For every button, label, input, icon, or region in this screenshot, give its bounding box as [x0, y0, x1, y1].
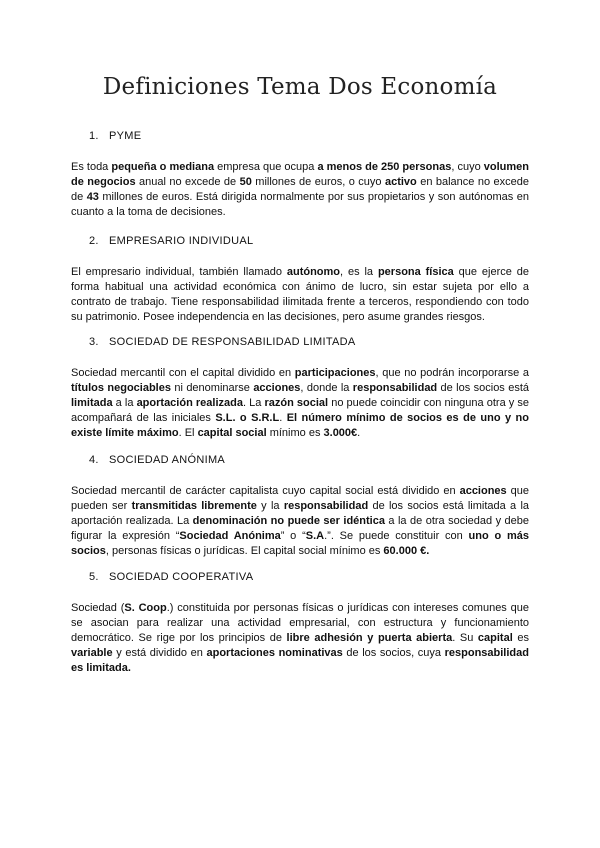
- bold-text: capital social: [197, 427, 267, 439]
- text-run: ” o “: [280, 530, 306, 542]
- section-number: 3.: [89, 336, 99, 348]
- section-sociedad-anonima: [71, 452, 529, 559]
- bold-text: participaciones: [294, 367, 376, 379]
- section-title: SOCIEDAD ANÓNIMA: [109, 454, 226, 466]
- bold-text: 43: [86, 191, 99, 203]
- text-run: . La: [242, 397, 265, 409]
- section-heading: [71, 128, 529, 144]
- section-sociedad-cooperativa: [71, 569, 529, 676]
- text-run: anual no excede de: [135, 176, 240, 188]
- bold-text: uno o más socios: [71, 530, 529, 557]
- text-run: de los socios, cuya: [342, 647, 445, 659]
- bold-text: persona física: [377, 266, 454, 278]
- bold-text: razón social: [264, 397, 329, 409]
- text-run: , es la: [340, 266, 378, 278]
- bold-text: S.A: [305, 530, 325, 542]
- section-heading: [71, 334, 529, 350]
- section-paragraph: [71, 484, 529, 559]
- section-title: SOCIEDAD DE RESPONSABILIDAD LIMITADA: [109, 336, 356, 348]
- text-run: que ejerce de forma habitual una actividad económica con ánimo de lucro, sin estar sujeta por ello a contrato de trabajo. Tiene responsabilidad ilimitada frente a terceros, respondiendo con todo su patrimonio. Posee independencia en las decisiones, pero asume grandes riesgos.: [71, 266, 530, 323]
- bold-text: activo: [384, 176, 417, 188]
- text-run: .: [357, 427, 361, 439]
- document-title: Definiciones Tema Dos Economía: [102, 74, 498, 100]
- bold-text: limitada: [71, 397, 113, 409]
- text-run: en balance no excede de: [71, 176, 529, 203]
- text-run: mínimo es: [266, 427, 324, 439]
- text-run: Sociedad (: [71, 602, 125, 614]
- bold-text: responsabilidad es limitada.: [71, 647, 529, 674]
- text-run: de los socios está limitada a la aportación realizada. La: [71, 500, 530, 527]
- section-heading: [71, 569, 529, 585]
- text-run: Sociedad mercantil con el capital dividido en: [71, 367, 295, 379]
- bold-text: volumen de negocios: [71, 161, 529, 188]
- bold-text: libre adhesión y puerta abierta: [286, 632, 453, 644]
- bold-text: variable: [71, 647, 113, 659]
- bold-text: aportación realizada: [136, 397, 243, 409]
- bold-text: El número mínimo de socios es de uno y no existe límite máximo: [71, 412, 529, 439]
- text-run: millones de euros. Está dirigida normalmente por sus propietarios y son autónomas en cuanto a la toma de decisiones.: [71, 191, 529, 218]
- text-run: que pueden ser: [71, 485, 529, 512]
- text-run: y está dividido en: [112, 647, 207, 659]
- section-title: EMPRESARIO INDIVIDUAL: [109, 235, 254, 247]
- bold-text: 3.000€: [323, 427, 358, 439]
- section-sociedad-limitada: [71, 334, 529, 441]
- section-number: 2.: [89, 235, 99, 247]
- bold-text: acciones: [459, 485, 507, 497]
- text-run: , personas físicas o jurídicas. El capital social mínimo es: [105, 545, 384, 557]
- section-number: 5.: [89, 571, 99, 583]
- bold-text: aportaciones nominativas: [206, 647, 343, 659]
- text-run: a la de otra sociedad y debe figurar la expresión “: [71, 515, 530, 542]
- bold-text: Sociedad Anónima: [179, 530, 281, 542]
- bold-text: S. Coop: [124, 602, 167, 614]
- section-heading: [71, 452, 529, 468]
- bold-text: responsabilidad: [352, 382, 438, 394]
- bold-text: capital: [477, 632, 513, 644]
- bold-text: a menos de 250 personas: [317, 161, 452, 173]
- bold-text: S.L. o S.R.L: [215, 412, 280, 424]
- text-run: empresa que ocupa: [214, 161, 318, 173]
- bold-text: autónomo: [286, 266, 341, 278]
- section-paragraph: [71, 160, 529, 220]
- section-paragraph: [71, 265, 529, 325]
- text-run: , cuyo: [451, 161, 484, 173]
- text-run: .”. Se puede constituir con: [324, 530, 469, 542]
- bold-text: 50: [239, 176, 252, 188]
- text-run: no puede coincidir con ninguna otra y se acompañará de las iniciales: [71, 397, 530, 424]
- bold-text: pequeña o mediana: [111, 161, 215, 173]
- text-run: .) constituida por personas físicas o jurídicas con intereses comunes que se asocian para realizar una actividad empresarial, con estructura y funcionamiento democrático. Se rige por los principios de: [71, 602, 529, 644]
- text-run: .: [279, 412, 287, 424]
- text-run: . El: [178, 427, 198, 439]
- text-run: de los socios está: [437, 382, 529, 394]
- text-run: y la: [256, 500, 284, 512]
- bold-text: denominación no puede ser idéntica: [192, 515, 385, 527]
- text-run: El empresario individual, también llamado: [71, 266, 287, 278]
- section-title: PYME: [109, 130, 142, 142]
- text-run: ni denominarse: [170, 382, 254, 394]
- section-pyme: [71, 128, 529, 220]
- section-paragraph: [71, 601, 529, 676]
- section-empresario-individual: [71, 233, 529, 325]
- bold-text: transmitidas libremente: [131, 500, 257, 512]
- section-heading: [71, 233, 529, 249]
- section-title: SOCIEDAD COOPERATIVA: [109, 571, 254, 583]
- bold-text: 60.000 €.: [383, 545, 430, 557]
- text-run: a la: [112, 397, 137, 409]
- text-run: Es toda: [71, 161, 112, 173]
- text-run: , donde la: [300, 382, 353, 394]
- bold-text: títulos negociables: [71, 382, 171, 394]
- text-run: Sociedad mercantil de carácter capitalista cuyo capital social está dividido en: [71, 485, 460, 497]
- section-number: 4.: [89, 454, 99, 466]
- bold-text: acciones: [253, 382, 301, 394]
- text-run: , que no podrán incorporarse a: [375, 367, 529, 379]
- section-paragraph: [71, 366, 529, 441]
- text-run: . Su: [452, 632, 478, 644]
- bold-text: responsabilidad: [283, 500, 369, 512]
- text-run: es: [512, 632, 529, 644]
- section-number: 1.: [89, 130, 99, 142]
- text-run: millones de euros, o cuyo: [251, 176, 385, 188]
